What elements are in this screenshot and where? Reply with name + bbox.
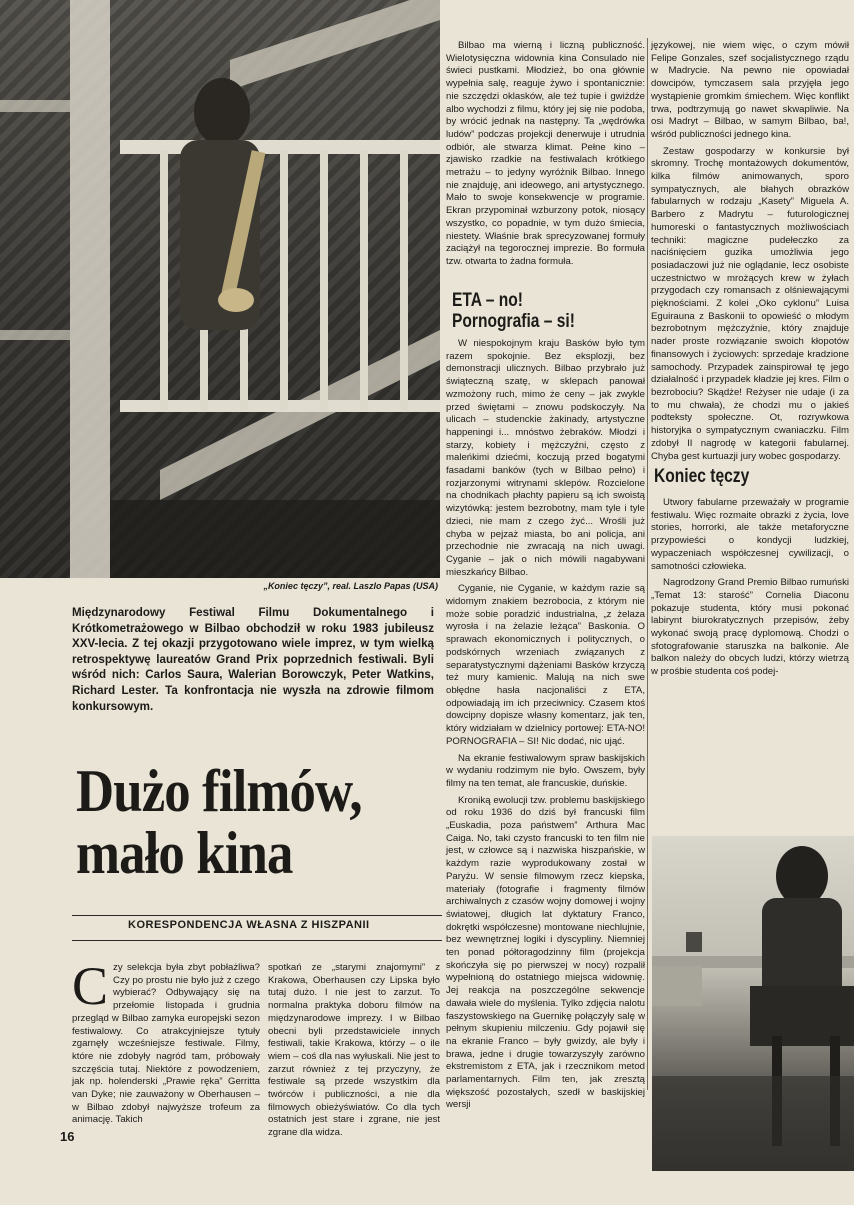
paragraph: Utwory fabularne przeważały w programie festiwalu. Więc rozmaite obrazki z życia, love stories, horrorki, ale także metaforyczne przypowieści o kondycji ludzkiej, wypaczeniach współczesnej cywilizacji, o samotności człowieka. [651, 497, 849, 572]
photo-caption: „Koniec tęczy”, real. Laszlo Papas (USA) [263, 581, 438, 591]
paragraph: spotkań ze „starymi znajomymi” z Krakowa, Oberhausen czy Lipska było tutaj dużo. I nie jest to zarzut. To normalna praktyka doboru filmów na międzynarodowe imprezy. I w Bilbao obecni byli przedstawiciele innych festiwali, takie Krakowa, którzy – o ile wiem – coś dla nas wyłuskali. Nie jest to zarzut również z tej przyczyny, że festiwale są przede wszystkim dla twórców i publiczności, a nie dla filmowych obieżyświatów. Co dla tych ostatnich jest stare i zgrane, nie jest zgrane dla widza. [268, 962, 440, 1139]
paragraph: Bilbao ma wierną i liczną publiczność. Wielotysięczna widownia kina Consulado nie świeci pustkami. Młodzież, bo ona głównie wypełnia salę, reaguje żywo i spontanicznie: nie szczędzi oklasków, ale też tupie i gwiżdże albo wychodzi z filmu, który jej się nie podoba, by wrócić jednak na następny. Ta „wędrówka ludów” podczas projekcji denerwuje i utrudnia odbiór, ale stwarza klimat. Pełne kino – zjawisko rzadkie na festiwalach krótkiego metrażu – to jedyny wyróżnik Bilbao. Innego nie znajduję, ani ideowego, ani artystycznego. Mało to swoje konsekwencje w programie. Ekran przypominał wzburzony potok, niosący wszystko, co popadnie, w tym dużo śmiecia, niestety. Właśnie brak sprecyzowanej formuły zaciążył na tegorocznej imprezie. Bo formuła tzw. otwarta to żadna formuła. [446, 40, 645, 267]
paragraph: Na ekranie festiwalowym spraw baskijskich w wydaniu rodzimym nie było. Owszem, były filmy na ten temat, ale francuskie, duńskie. [446, 752, 645, 789]
paragraph: językowej, nie wiem więc, o czym mówił Felipe Gonzales, szef socjalistycznego rządu w Madrycie. Na pewno nie opowiadał dowcipów, tymczasem sala przyjęła jego wystąpienie gromkim śmiechem. Więc konflikt trwa, podtrzymują go nawet skwapliwie. Na osi Madryt – Bilbao, w samym Bilbao, ba!, wśród publiczności jednego kina. [651, 40, 849, 140]
photo-saxophonist-balcony [0, 0, 440, 578]
article-headline [76, 760, 402, 884]
paragraph [72, 956, 260, 1127]
article-column-4 [268, 962, 440, 1140]
subheading-eta [452, 290, 575, 332]
subheading-line: Pornografia – si! [452, 311, 575, 332]
headline-line: mało kina [76, 820, 293, 886]
subheading-koniec-teczy [654, 466, 749, 487]
article-column-2 [651, 40, 849, 463]
paragraph: Kroniką ewolucji tzw. problemu baskijskiego od roku 1936 do dziś był francuski film „Euskadia, poza państwem” Arthura Mac Caiga. No, taki czysto francuski to ten film nie jest, w człowce są i nazwiska hiszpańskie, w każdym razie wyprodukowany został w Paryżu. W sensie filmowym rzecz kiepska, materiały (fotografie i fragmenty filmów archiwalnych z czasów wojny domowej i wojny światowej, długich lat dyktatury Franco, dokrętki współczesne) montowane niechlujnie, bez wewnętrznej logiki i dyscypliny. Niemniej ten ponad półtoragodzinny film (projekcja skończyła się po pierwszej w nocy) rozpalił wypełnioną do ostatniego miejsca widownię. Jej reakcja na poszczególne sekwencje dawała wiele do myślenia. Tylko zdjęcia nalotu faszystowskiego na Guernikę połączyły salę w pełnym skupieniu milczeniu. Gdy pojawił się na ekranie Franco – były gwizdy, ale były i brawa, jedne i drugie towarzyszyły zarówno ekstremistom z ETA, jak i rzecznikom metod parlamentarnych. Film ten, jak zresztą większość pozostałych, szedł w baskijskiej wersji [446, 794, 645, 1111]
article-lead: Międzynarodowy Festiwal Filmu Dokumentalnego i Krótkometrażowego w Bilbao obchodził w roku 1983 jubileusz XXV-lecia. Z tej okazji przygotowano wiele imprez, w tym wielką retrospektywę laureatów Grand Prix poprzednich festiwali. Byli wśród nich: Carlos Saura, Walerian Borowczyk, Peter Watkins, Richard Lester. Ta konfrontacja nie wyszła na zdrowie filmom konkursowym. [72, 606, 434, 713]
page-number: 16 [60, 1129, 75, 1144]
subheading-line: Koniec tęczy [654, 466, 750, 487]
photo-illustration [652, 836, 854, 1171]
dropcap: C [72, 956, 109, 1016]
column-divider [647, 38, 648, 1090]
subheading-line: ETA – no! [452, 290, 523, 311]
kicker-rule-bottom [72, 940, 442, 941]
paragraph: Zestaw gospodarzy w konkursie był skromny. Trochę montażowych dokumentów, kilka filmów animowanych, sporo sympatycznych, ale błahych obrazków fabularnych w rodzaju „Kasety” Miguela A. Barbero z Madrytu – futurologicznej humoreski o fantastycznych możliwościach techniki: magiczne pudełeczko za naciśnięciem guzika umożliwia jego posiadaczowi już nie oglądanie, lecz osobiste uczestnictwo w mrożących krew w żyłach przygodach czy romansach z olśniewającymi pięknościami. Z kolei „Oko cyklonu” Luisa Eguirauna z Baskonii to opowieść o młodym bezrobotnym mężczyźnie, który znajduje nader proste rozwiązanie swoich kłopotów finansowych i życiowych: sprzedaje kradzione samochody. Przypadek zainspirował tę jego działalność i przypadek kładzie jej kres. Film o bezrobociu? Skądże! Reżyser nie udaje (i za to mu chwała), że chodzi mu o jakieś podteksty społeczne. Ot, rozrywkowa historyjka o sympatycznym cwaniaczku. Film zdobył II nagrodę w kategorii fabularnej. Chyba gest kurtuazji jury wobec gospodarzy. [651, 145, 849, 462]
paragraph: Nagrodzony Grand Premio Bilbao rumuński „Temat 13: starość” Cornelia Diaconu pokazuje studenta, który musi pokonać labirynt biurokratycznych przepisów, żeby wykonać swoją pracę dyplomową. Chodzi o sfotografowanie staruszka na balkonie. Ale balkon należy do obcych ludzi, którzy wietrzą w prośbie studenta coś podej- [651, 577, 849, 678]
photo-illustration [0, 0, 440, 578]
photo-seated-man [652, 836, 854, 1171]
article-column-3 [72, 956, 260, 1127]
kicker-rule-top [72, 915, 442, 916]
headline-line: Dużo filmów, [76, 758, 362, 824]
byline-kicker: KORESPONDENCJA WŁASNA Z HISZPANII [128, 919, 370, 931]
article-column-1-continued [446, 338, 645, 1112]
paragraph: Cyganie, nie Cyganie, w każdym razie są widomym znakiem bezrobocia, z którym nie może sobie poradzić industrialna, „z żelaza wyrosła i na żelazie leżąca” Baskonia. O sprawach ekonomicznych i politycznych, o podskórnych wrzeniach związanych z separatystycznymi dążeniami Basków krzyczą też mury kamienic. Malują na nich swe obłędne hasła nacjonaliści z ETA, odpowiadają im ich przeciwnicy. Czasem ktoś dowcipny dopisze własny komentarz, jak ten, który widziałam w dzielnicy portowej: ETA-NO! PORNOGRAFIA – SI! Nic dodać, nic ująć. [446, 583, 645, 747]
article-column-2-continued [651, 497, 849, 679]
paragraph: W niespokojnym kraju Basków było tym razem spokojnie. Bez eksplozji, bez demonstracji ulicznych. Bilbao przybrało już świąteczną szatę, w sklepach panował wzmożony ruch, mimo że ceny – jak zwykle przed świętami – znowu podskoczyły. Na ulicach – studenckie żakinady, artystyczne happeningi i... mnóstwo żebraków. Młodzi i starzy, kobiety i mężczyźni, często z maleńkimi dziećmi, koczują przed bogatymi fasadami banków (tych w Bilbao pełno) i rozjarzonymi witrynami sklepów. Rozcielone na chodnikach płachty papieru są ich swoistą wizytówką: jestem bezrobotny, mam tyle i tyle dzieci, nie mam z czego żyć... Wrośli już chyba w pejzaż miasta, bo ani policja, ani przechodnie nie zwracają na nich uwagi. Cyganie – jak o nich mówili nagabywani mieszkańcy Bilbao. [446, 338, 645, 578]
paragraph-text: zy selekcja była zbyt pobłażliwa? Czy po prostu nie było już z czego wybierać? Odbywający się na przełomie listopada i grudnia przegląd w Bilbao zamyka europejski sezon festiwalowy. Co atrakcyjniejsze tytuły zgarnęły wcześniejsze festiwale. Filmy, które nie zdobyły nagród tam, próbowały szczęścia tutaj. Niektóre z powodzeniem, jak np. holenderski „Prawie ręka” Gerritta van Dyke; nie zauważony w Oberhausen – w Bilbao zdobył najwyższe trofeum za animację. Takich [72, 962, 260, 1126]
article-column-1 [446, 40, 645, 269]
